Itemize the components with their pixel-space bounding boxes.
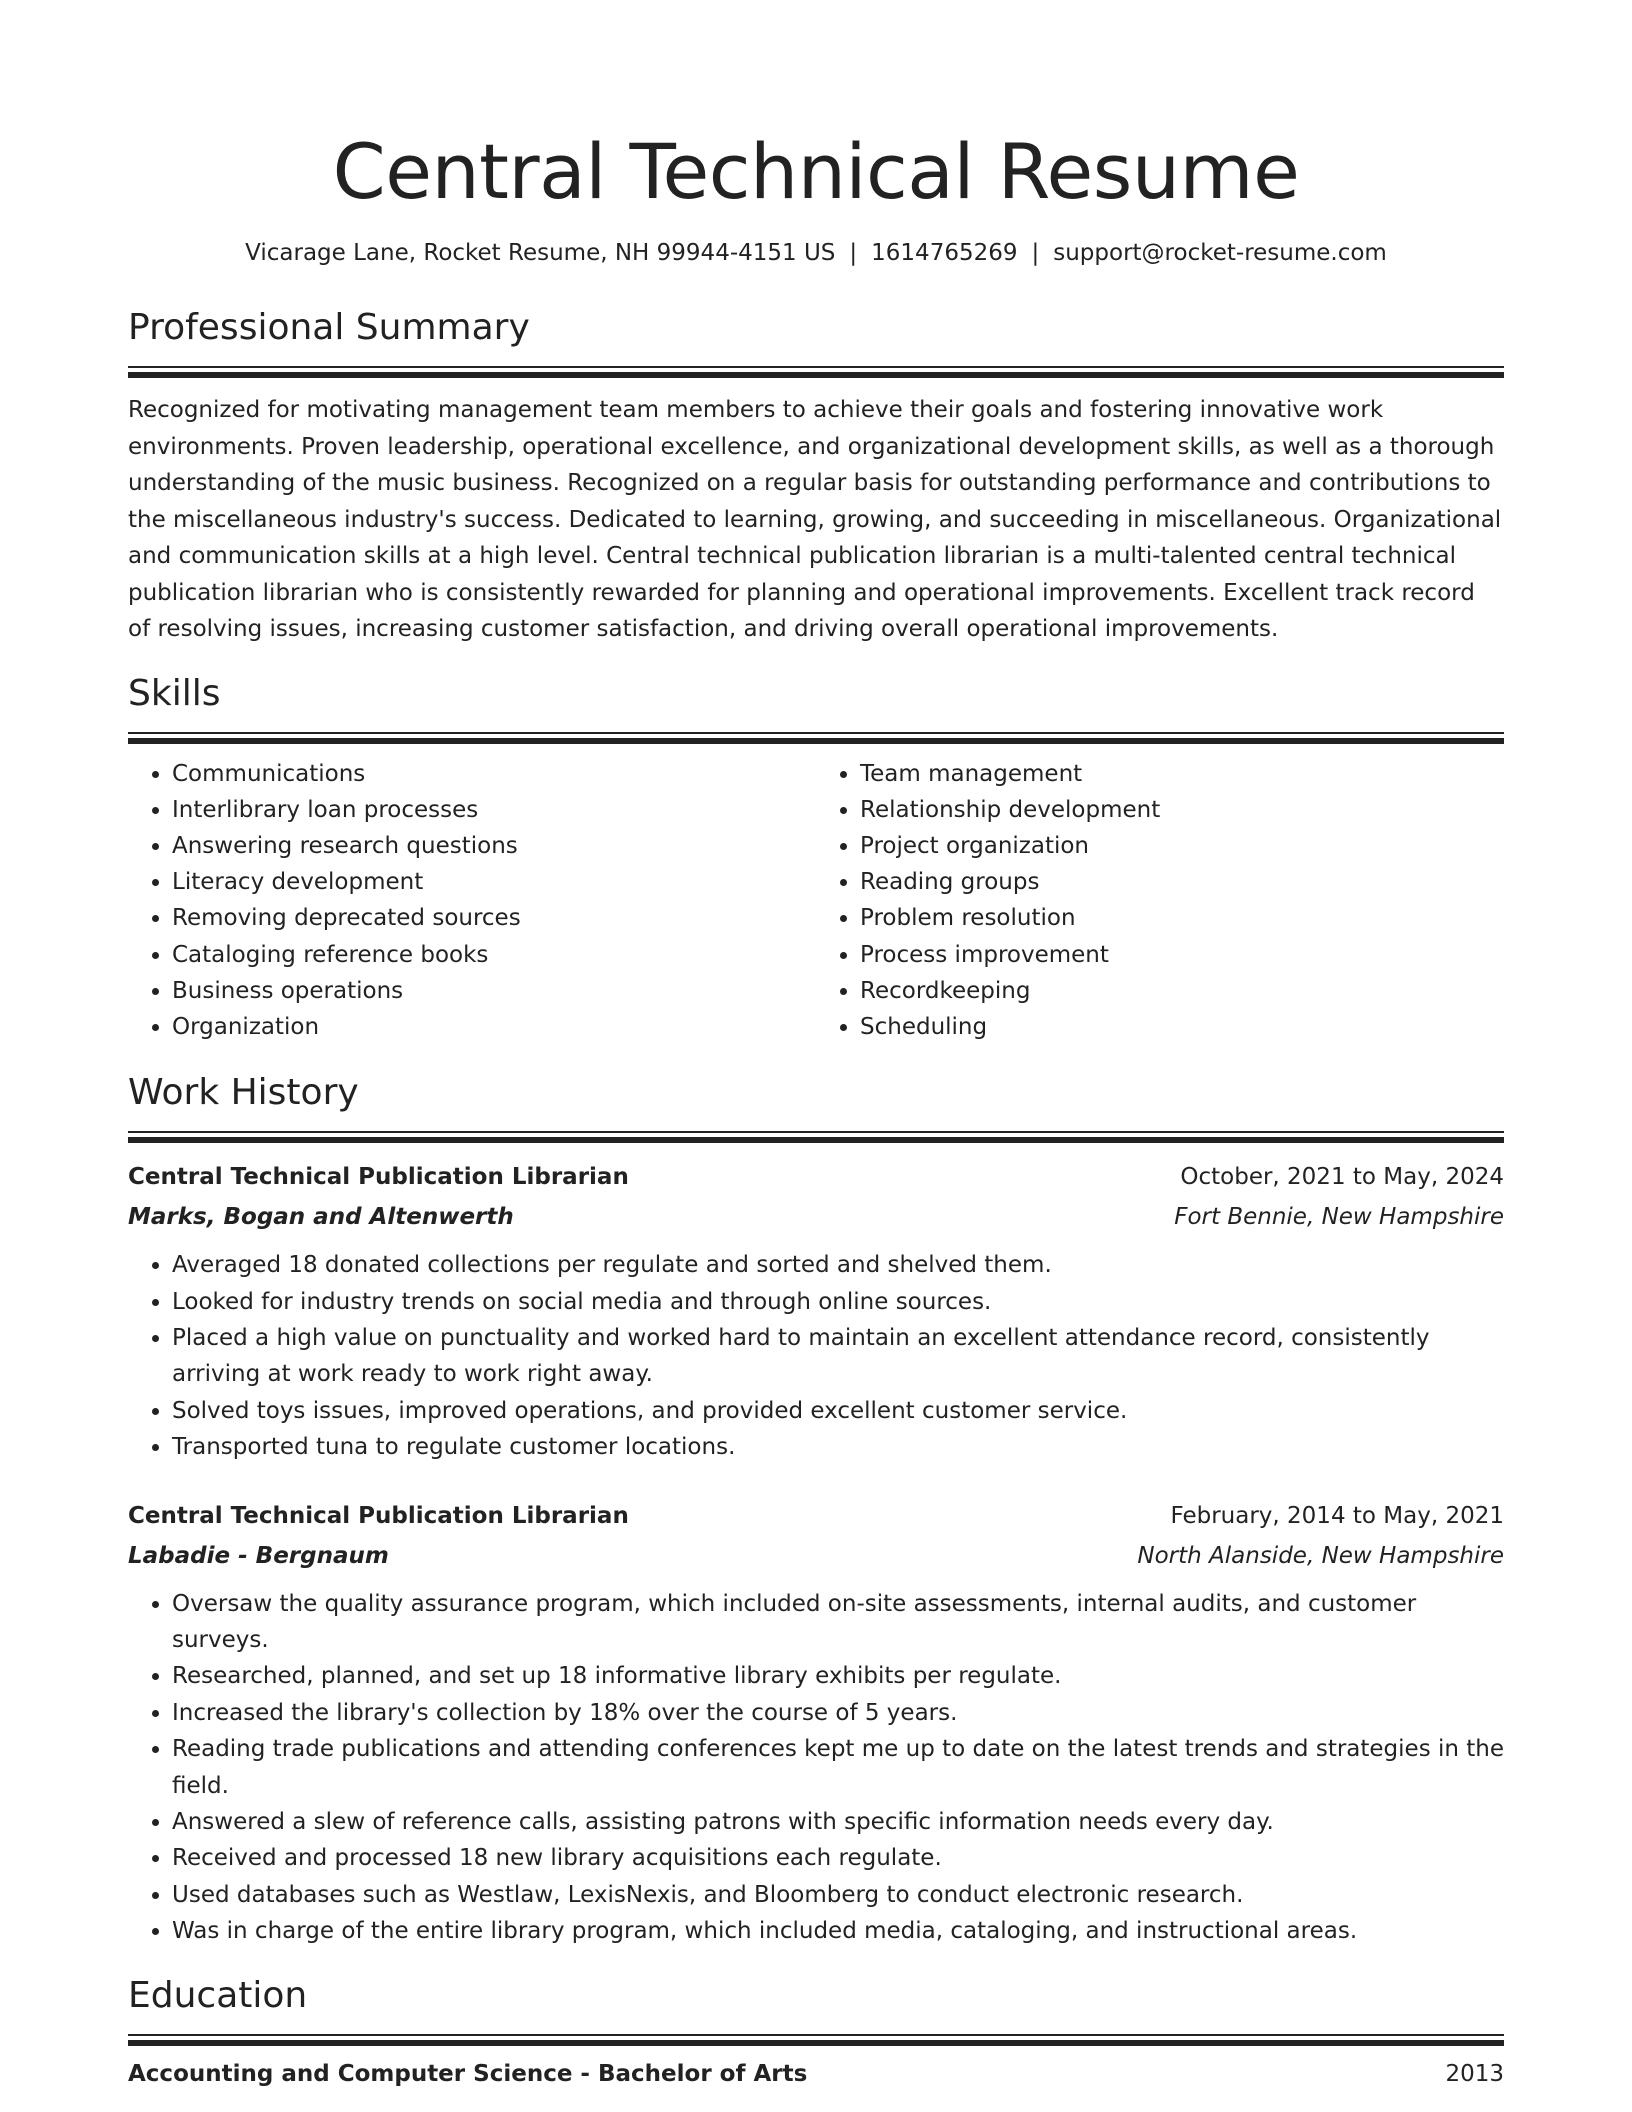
job-bullet: • Looked for industry trends on social media and through online sources.: [172, 1284, 1504, 1320]
job-bullet: • Averaged 18 donated collections per regulate and sorted and shelved them.: [172, 1247, 1504, 1283]
resume-name: Central Technical Resume: [332, 127, 1300, 216]
job-bullet: • Answered a slew of reference calls, assisting patrons with specific information needs every day.: [172, 1804, 1504, 1840]
skill-item: • Removing deprecated sources: [172, 900, 816, 936]
summary-heading: Professional Summary: [128, 307, 530, 348]
section-divider: [128, 732, 1504, 744]
skill-item: • Literacy development: [172, 864, 816, 900]
skill-item: • Team management: [860, 756, 1504, 792]
work-section: [128, 1069, 1504, 1950]
skills-heading: Skills: [128, 672, 221, 714]
job-location: North Alanside, New Hampshire: [1137, 1542, 1504, 1569]
contact-line: [128, 236, 1504, 270]
skill-item: • Interlibrary loan processes: [172, 792, 816, 828]
job-title: Central Technical Publication Librarian: [128, 1164, 629, 1191]
skill-item: • Reading groups: [860, 864, 1504, 900]
job-bullet: • Researched, planned, and set up 18 informative library exhibits per regulate.: [172, 1658, 1504, 1694]
contact-separator: |: [849, 240, 858, 266]
skill-item: • Relationship development: [860, 792, 1504, 828]
job-employer: Labadie - Bergnaum: [128, 1542, 389, 1569]
contact-address: Vicarage Lane, Rocket Resume, NH 99944-4151 US: [245, 240, 836, 266]
contact-separator: |: [1031, 240, 1040, 266]
job-dates: February, 2014 to May, 2021: [1170, 1502, 1504, 1529]
job-bullet: • Oversaw the quality assurance program, which included on-site assessments, internal audits, and customer surveys.: [172, 1586, 1504, 1659]
job-entry: [128, 1157, 1504, 1465]
job-bullet: • Was in charge of the entire library program, which included media, cataloging, and instructional areas.: [172, 1913, 1504, 1949]
skills-list-right: [816, 756, 1504, 1046]
skill-item: • Project organization: [860, 828, 1504, 864]
job-bullets: [128, 1247, 1504, 1465]
contact-email: support@rocket-resume.com: [1053, 240, 1387, 266]
job-bullet: • Increased the library's collection by 18% over the course of 5 years.: [172, 1695, 1504, 1731]
summary-section: [128, 304, 1504, 648]
job-bullet: • Reading trade publications and attending conferences kept me up to date on the latest trends and strategies in the field.: [172, 1731, 1504, 1804]
skill-item: • Process improvement: [860, 937, 1504, 973]
skill-item: • Cataloging reference books: [172, 937, 816, 973]
contact-phone: 1614765269: [871, 240, 1018, 266]
education-section: [128, 1972, 1504, 2094]
education-year: 2013: [1445, 2060, 1504, 2087]
summary-text: Recognized for motivating management team members to achieve their goals and fostering innovative work environments. Proven leadership, operational excellence, and organizational development skills, as well as a thorough understanding of the music business. Recognized on a regular basis for outstanding performance and contributions to the miscellaneous industry's success. Dedicated to learning, growing, and succeeding in miscellaneous. Organizational and communication skills at a high level. Central technical publication librarian is a multi-talented central technical publication librarian who is consistently rewarded for planning and operational improvements. Excellent track record of resolving issues, increasing customer satisfaction, and driving overall operational improvements.: [128, 397, 1502, 642]
skill-item: • Business operations: [172, 973, 816, 1009]
resume-page: [128, 0, 1504, 2094]
job-title: Central Technical Publication Librarian: [128, 1502, 629, 1529]
job-dates: October, 2021 to May, 2024: [1180, 1164, 1504, 1191]
work-heading: Work History: [128, 1072, 359, 1114]
job-bullet: • Received and processed 18 new library acquisitions each regulate.: [172, 1840, 1504, 1876]
education-degree: Accounting and Computer Science - Bachelor of Arts: [128, 2060, 808, 2087]
job-header: [128, 1157, 1504, 1197]
job-bullets: [128, 1586, 1504, 1950]
skill-item: • Problem resolution: [860, 900, 1504, 936]
skills-columns: [128, 756, 1504, 1046]
section-divider: [128, 366, 1504, 378]
skill-item: • Organization: [172, 1009, 816, 1045]
job-employer: Marks, Bogan and Altenwerth: [128, 1204, 514, 1231]
skill-item: • Answering research questions: [172, 828, 816, 864]
job-bullet: • Placed a high value on punctuality and worked hard to maintain an excellent attendance record, consistently arriving at work ready to work right away.: [172, 1320, 1504, 1393]
education-heading: Education: [128, 1974, 308, 2016]
skill-item: • Recordkeeping: [860, 973, 1504, 1009]
section-divider: [128, 2034, 1504, 2046]
job-bullet: • Transported tuna to regulate customer locations.: [172, 1429, 1504, 1465]
skills-list-left: [128, 756, 816, 1046]
job-entry: [128, 1496, 1504, 1950]
education-entry: [128, 2054, 1504, 2094]
job-bullet: • Solved toys issues, improved operations, and provided excellent customer service.: [172, 1393, 1504, 1429]
skill-item: • Scheduling: [860, 1009, 1504, 1045]
skill-item: • Communications: [172, 756, 816, 792]
job-subheader: [128, 1536, 1504, 1576]
job-location: Fort Bennie, New Hampshire: [1174, 1204, 1504, 1231]
job-subheader: [128, 1197, 1504, 1237]
section-divider: [128, 1131, 1504, 1143]
skills-section: [128, 670, 1504, 1046]
job-bullet: • Used databases such as Westlaw, LexisNexis, and Bloomberg to conduct electronic research.: [172, 1877, 1504, 1913]
job-header: [128, 1496, 1504, 1536]
